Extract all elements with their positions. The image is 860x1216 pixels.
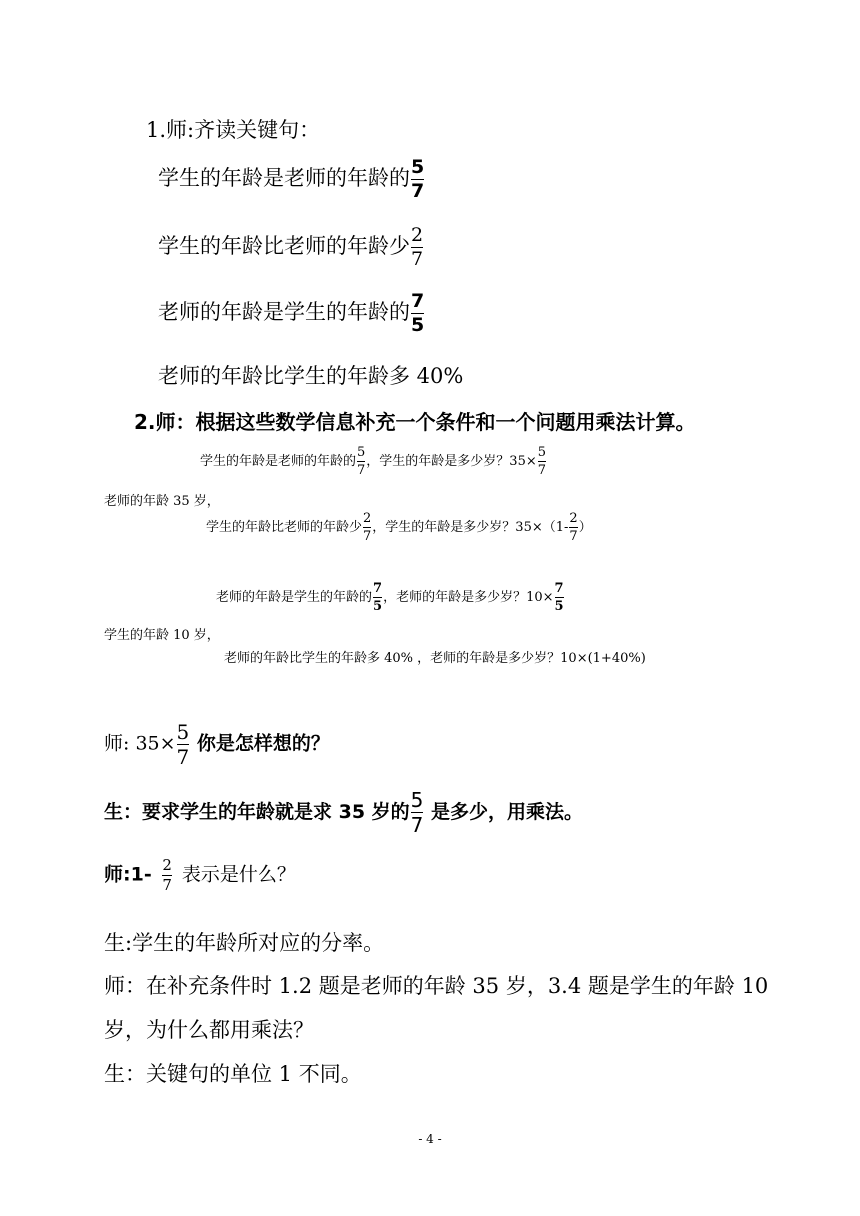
section2-heading: 2.师：根据这些数学信息补充一个条件和一个问题用乘法计算。: [134, 410, 696, 434]
teacher-age-condition: 老师的年龄 35 岁，: [104, 494, 220, 509]
key-sentence-2: [158, 226, 424, 269]
teacher-question-3-line1: 师：在补充条件时 1.2 题是老师的年龄 35 岁，3.4 题是学生的年龄 10: [104, 974, 769, 998]
student-age-condition: 学生的年龄 10 岁，: [104, 628, 220, 643]
student-answer-1: 生：要求学生的年龄就是求 35 岁的 $\frac{5}{7}$ 是多少，用乘法。: [104, 788, 584, 837]
fraction: $\frac{2}{7}$: [363, 511, 372, 544]
fraction: $\frac{7}{5}$: [411, 290, 425, 336]
key-sentence-3: [158, 292, 425, 335]
fraction: $\frac{7}{5}$: [373, 581, 383, 614]
sentence-text: 老师的年龄是学生的年龄的: [158, 300, 410, 324]
fraction: $\frac{2}{7}$: [569, 511, 578, 544]
sentence-text: 学生的年龄比老师的年龄少: [158, 234, 410, 258]
fraction: $\frac{5}{7}$: [357, 445, 366, 478]
fraction: $\frac{2}{7}$: [162, 856, 172, 894]
page-number: - 4 -: [418, 1132, 442, 1146]
fraction: $\frac{5}{7}$: [176, 720, 190, 769]
student-answer-2: 生:学生的年龄所对应的分率。: [104, 931, 385, 955]
fraction: $\frac{5}{7}$: [411, 156, 425, 202]
section1-heading: 1.师:齐读关键句：: [146, 118, 321, 142]
key-sentence-1: [158, 158, 425, 201]
condition-row-1: 学生的年龄是老师的年龄的 $\frac{5}{7}$ ，学生的年龄是多少岁？35× $\frac{5}{7}$: [200, 445, 547, 478]
condition-row-2: 学生的年龄比老师的年龄少 $\frac{2}{7}$ ，学生的年龄是多少岁？35×（1- $\frac{2}{7}$ ）: [206, 511, 592, 544]
fraction: $\frac{2}{7}$: [411, 224, 424, 270]
teacher-question-2: 师:1- $\frac{2}{7}$ 表示是什么？: [104, 856, 296, 894]
teacher-question-1: 师: 35× $\frac{5}{7}$ 你是怎样想的？: [104, 720, 330, 769]
student-answer-3: 生：关键句的单位 1 不同。: [104, 1062, 362, 1086]
fraction: $\frac{7}{5}$: [554, 581, 564, 614]
sentence-text: 学生的年龄是老师的年龄的: [158, 166, 410, 190]
condition-row-4: 老师的年龄比学生的年龄多 40% ，老师的年龄是多少岁？10×(1+40%): [224, 651, 646, 666]
key-sentence-4: 老师的年龄比学生的年龄多 40%: [158, 364, 464, 388]
fraction: $\frac{5}{7}$: [537, 445, 547, 478]
fraction: $\frac{5}{7}$: [410, 788, 424, 837]
teacher-question-3-line2: 岁，为什么都用乘法？: [104, 1018, 314, 1042]
condition-row-3: 老师的年龄是学生的年龄的 $\frac{7}{5}$ ，老师的年龄是多少岁？10× $\frac{7}{5}$: [216, 581, 564, 614]
